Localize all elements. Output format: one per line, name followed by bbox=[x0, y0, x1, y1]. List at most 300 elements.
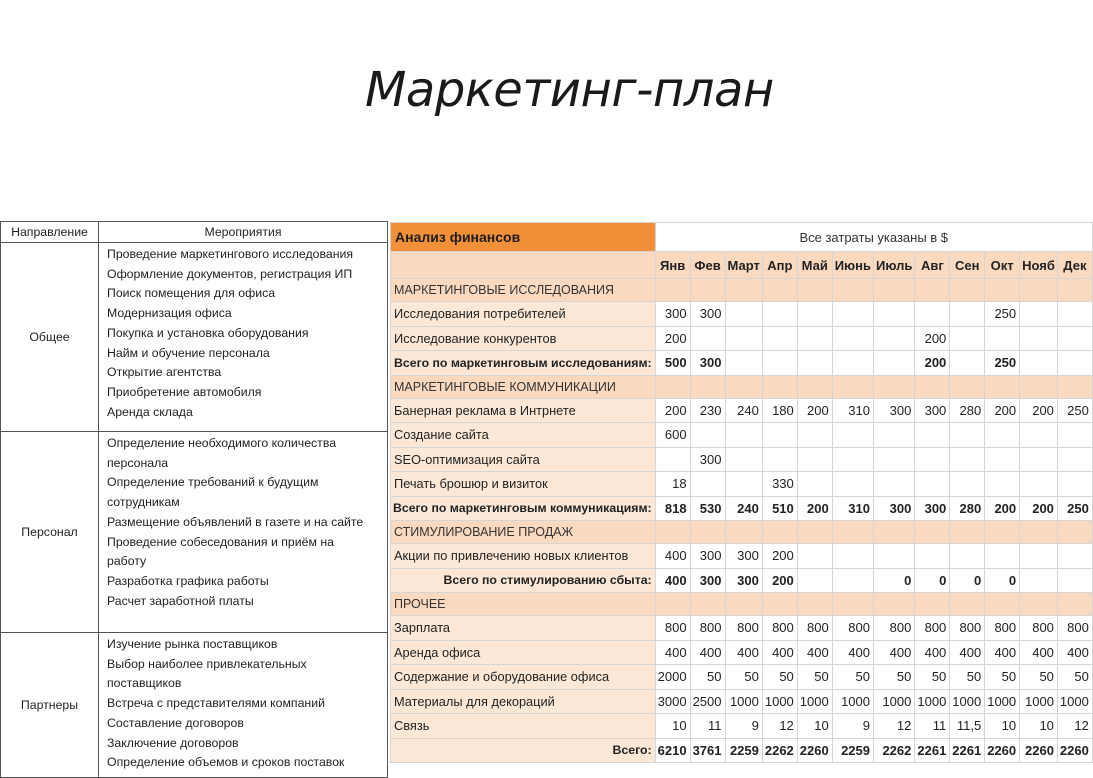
activity-item: Найм и обучение персонала bbox=[107, 345, 270, 360]
value-cell bbox=[832, 423, 873, 448]
value-cell: 10 bbox=[1020, 714, 1058, 739]
currency-note: Все затраты указаны в $ bbox=[655, 223, 1092, 252]
value-cell: 800 bbox=[985, 616, 1020, 641]
value-cell: 300 bbox=[915, 398, 950, 423]
value-cell: 500 bbox=[655, 351, 690, 376]
value-cell bbox=[797, 521, 832, 544]
value-cell bbox=[655, 447, 690, 472]
value-cell: 400 bbox=[832, 640, 873, 665]
value-cell bbox=[1020, 302, 1058, 327]
value-cell bbox=[762, 423, 797, 448]
value-cell bbox=[874, 593, 915, 616]
value-cell bbox=[1020, 521, 1058, 544]
activity-item: Проведение собеседования и приём на bbox=[107, 534, 334, 549]
month-header: Авг bbox=[915, 252, 950, 279]
value-cell: 9 bbox=[725, 714, 762, 739]
value-cell bbox=[874, 302, 915, 327]
total-row bbox=[391, 351, 1093, 376]
value-cell: 800 bbox=[797, 616, 832, 641]
total-label: Всего по стимулированию сбыта: bbox=[391, 568, 656, 593]
activity-item: Определение необходимого количества bbox=[107, 436, 337, 450]
activity-item: Разработка графика работы bbox=[107, 573, 269, 588]
value-cell bbox=[832, 326, 873, 351]
activity-item: Модернизация офиса bbox=[107, 306, 232, 321]
value-cell: 400 bbox=[655, 544, 690, 569]
item-label: Банерная реклама в Интрнете bbox=[391, 398, 656, 423]
value-cell: 0 bbox=[915, 568, 950, 593]
plan-group-personnel bbox=[1, 432, 388, 633]
marketing-plan-table bbox=[0, 221, 388, 778]
value-cell bbox=[725, 351, 762, 376]
value-cell bbox=[874, 326, 915, 351]
value-cell: 1000 bbox=[725, 689, 762, 714]
month-header: Март bbox=[725, 252, 762, 279]
value-cell bbox=[950, 375, 985, 398]
value-cell bbox=[1057, 279, 1092, 302]
value-cell: 250 bbox=[985, 302, 1020, 327]
value-cell: 1000 bbox=[874, 689, 915, 714]
value-cell bbox=[797, 472, 832, 497]
value-cell: 800 bbox=[690, 616, 725, 641]
value-cell: 200 bbox=[915, 351, 950, 376]
value-cell: 800 bbox=[725, 616, 762, 641]
value-cell: 50 bbox=[1020, 665, 1058, 690]
activity-item: сотрудникам bbox=[107, 495, 180, 510]
value-cell: 2262 bbox=[762, 738, 797, 763]
value-cell bbox=[950, 593, 985, 616]
value-cell bbox=[1020, 423, 1058, 448]
value-cell: 12 bbox=[1057, 714, 1092, 739]
value-cell: 280 bbox=[950, 398, 985, 423]
item-label: Акции по привлечению новых клиентов bbox=[391, 544, 656, 569]
item-label: Исследование конкурентов bbox=[391, 326, 656, 351]
value-cell bbox=[797, 302, 832, 327]
value-cell bbox=[725, 521, 762, 544]
value-cell: 800 bbox=[1057, 616, 1092, 641]
section-row bbox=[391, 375, 1093, 398]
value-cell: 400 bbox=[874, 640, 915, 665]
value-cell: 250 bbox=[985, 351, 1020, 376]
value-cell: 50 bbox=[985, 665, 1020, 690]
value-cell: 50 bbox=[797, 665, 832, 690]
value-cell: 11 bbox=[915, 714, 950, 739]
value-cell: 200 bbox=[985, 496, 1020, 521]
value-cell: 1000 bbox=[762, 689, 797, 714]
section-label: МАРКЕТИНГОВЫЕ ИССЛЕДОВАНИЯ bbox=[391, 279, 656, 302]
value-cell: 250 bbox=[1057, 398, 1092, 423]
value-cell bbox=[985, 423, 1020, 448]
value-cell bbox=[797, 351, 832, 376]
value-cell: 400 bbox=[1020, 640, 1058, 665]
section-row bbox=[391, 593, 1093, 616]
finance-title: Анализ финансов bbox=[391, 223, 656, 252]
value-cell: 3000 bbox=[655, 689, 690, 714]
value-cell: 50 bbox=[950, 665, 985, 690]
section-label: ПРОЧЕЕ bbox=[391, 593, 656, 616]
item-label: Содержание и оборудование офиса bbox=[391, 665, 656, 690]
direction-header: Направление bbox=[1, 222, 99, 243]
value-cell: 800 bbox=[915, 616, 950, 641]
month-header: Май bbox=[797, 252, 832, 279]
value-cell bbox=[762, 326, 797, 351]
value-cell bbox=[690, 423, 725, 448]
value-cell: 2000 bbox=[655, 665, 690, 690]
total-label: Всего по маркетинговым коммуникациям: bbox=[391, 496, 656, 521]
value-cell: 0 bbox=[950, 568, 985, 593]
value-cell: 11 bbox=[690, 714, 725, 739]
value-cell bbox=[832, 544, 873, 569]
value-cell bbox=[874, 521, 915, 544]
expense-row bbox=[391, 714, 1093, 739]
direction-cell: Общее bbox=[1, 243, 99, 432]
value-cell bbox=[874, 423, 915, 448]
value-cell: 818 bbox=[655, 496, 690, 521]
months-corner bbox=[391, 252, 656, 279]
value-cell bbox=[874, 472, 915, 497]
value-cell bbox=[690, 279, 725, 302]
value-cell: 230 bbox=[690, 398, 725, 423]
value-cell: 400 bbox=[915, 640, 950, 665]
value-cell bbox=[1057, 423, 1092, 448]
activity-item: Составление договоров bbox=[107, 715, 244, 730]
value-cell: 2260 bbox=[1020, 738, 1058, 763]
activity-item: Заключение договоров bbox=[107, 735, 239, 750]
value-cell: 1000 bbox=[797, 689, 832, 714]
value-cell bbox=[797, 544, 832, 569]
section-row bbox=[391, 279, 1093, 302]
value-cell bbox=[762, 302, 797, 327]
value-cell bbox=[797, 568, 832, 593]
value-cell: 800 bbox=[832, 616, 873, 641]
value-cell: 0 bbox=[985, 568, 1020, 593]
item-label: Исследования потребителей bbox=[391, 302, 656, 327]
value-cell bbox=[915, 302, 950, 327]
value-cell bbox=[725, 279, 762, 302]
total-label: Всего: bbox=[391, 738, 656, 763]
value-cell bbox=[950, 472, 985, 497]
item-label: Материалы для декораций bbox=[391, 689, 656, 714]
value-cell: 10 bbox=[655, 714, 690, 739]
value-cell: 50 bbox=[762, 665, 797, 690]
value-cell bbox=[655, 375, 690, 398]
total-label: Всего по маркетинговым исследованиям: bbox=[391, 351, 656, 376]
value-cell: 0 bbox=[874, 568, 915, 593]
value-cell: 200 bbox=[655, 398, 690, 423]
value-cell bbox=[797, 375, 832, 398]
value-cell bbox=[725, 375, 762, 398]
value-cell: 240 bbox=[725, 398, 762, 423]
activities-header: Мероприятия bbox=[99, 222, 388, 243]
item-label: SEO-оптимизация сайта bbox=[391, 447, 656, 472]
value-cell: 310 bbox=[832, 398, 873, 423]
value-cell bbox=[1020, 326, 1058, 351]
value-cell bbox=[874, 447, 915, 472]
plan-group-partners bbox=[1, 633, 388, 778]
value-cell: 50 bbox=[874, 665, 915, 690]
value-cell bbox=[985, 593, 1020, 616]
value-cell: 300 bbox=[690, 447, 725, 472]
value-cell bbox=[915, 472, 950, 497]
activity-item: Аренда склада bbox=[107, 404, 193, 419]
item-label: Создание сайта bbox=[391, 423, 656, 448]
value-cell: 800 bbox=[950, 616, 985, 641]
activity-item: Изучение рынка поставщиков bbox=[107, 637, 278, 651]
value-cell bbox=[690, 375, 725, 398]
expense-row bbox=[391, 616, 1093, 641]
value-cell bbox=[690, 326, 725, 351]
expense-row bbox=[391, 326, 1093, 351]
activity-item: Покупка и установка оборудования bbox=[107, 325, 309, 340]
value-cell bbox=[950, 521, 985, 544]
value-cell: 3761 bbox=[690, 738, 725, 763]
value-cell bbox=[762, 447, 797, 472]
value-cell bbox=[915, 423, 950, 448]
value-cell: 1000 bbox=[832, 689, 873, 714]
activities-cell bbox=[99, 243, 388, 432]
value-cell: 250 bbox=[1057, 496, 1092, 521]
activity-item: Выбор наиболее привлекательных bbox=[107, 656, 307, 671]
value-cell bbox=[1020, 593, 1058, 616]
value-cell bbox=[1057, 351, 1092, 376]
value-cell bbox=[874, 544, 915, 569]
month-header: Фев bbox=[690, 252, 725, 279]
finance-table bbox=[390, 222, 1093, 763]
value-cell bbox=[1057, 544, 1092, 569]
value-cell: 600 bbox=[655, 423, 690, 448]
value-cell: 11,5 bbox=[950, 714, 985, 739]
plan-header-row bbox=[1, 222, 388, 243]
month-header: Нояб bbox=[1020, 252, 1058, 279]
value-cell: 2261 bbox=[950, 738, 985, 763]
value-cell bbox=[690, 593, 725, 616]
value-cell bbox=[915, 279, 950, 302]
value-cell: 200 bbox=[1020, 398, 1058, 423]
value-cell: 2260 bbox=[1057, 738, 1092, 763]
activity-item: Размещение объявлений в газете и на сайте bbox=[107, 514, 364, 529]
value-cell: 400 bbox=[655, 568, 690, 593]
month-header: Дек bbox=[1057, 252, 1092, 279]
value-cell bbox=[832, 375, 873, 398]
activity-item: Оформление документов, регистрация ИП bbox=[107, 266, 353, 281]
value-cell bbox=[797, 447, 832, 472]
value-cell: 200 bbox=[1020, 496, 1058, 521]
value-cell: 2260 bbox=[797, 738, 832, 763]
item-label: Печать брошюр и визиток bbox=[391, 472, 656, 497]
activity-item: Открытие агентства bbox=[107, 365, 222, 380]
expense-row bbox=[391, 447, 1093, 472]
value-cell: 300 bbox=[725, 544, 762, 569]
value-cell bbox=[1057, 568, 1092, 593]
item-label: Зарплата bbox=[391, 616, 656, 641]
value-cell bbox=[985, 326, 1020, 351]
activity-item: Проведение маркетингового исследования bbox=[107, 247, 354, 261]
value-cell bbox=[1020, 544, 1058, 569]
value-cell bbox=[985, 544, 1020, 569]
value-cell bbox=[832, 351, 873, 376]
value-cell: 12 bbox=[874, 714, 915, 739]
value-cell: 800 bbox=[1020, 616, 1058, 641]
direction-cell: Персонал bbox=[1, 432, 99, 633]
value-cell: 300 bbox=[725, 568, 762, 593]
value-cell bbox=[832, 521, 873, 544]
value-cell: 2261 bbox=[915, 738, 950, 763]
value-cell bbox=[874, 375, 915, 398]
value-cell bbox=[690, 472, 725, 497]
value-cell: 300 bbox=[655, 302, 690, 327]
value-cell: 800 bbox=[874, 616, 915, 641]
page-title: Маркетинг-план bbox=[365, 62, 774, 118]
value-cell bbox=[915, 544, 950, 569]
value-cell bbox=[762, 593, 797, 616]
value-cell bbox=[1020, 375, 1058, 398]
value-cell bbox=[1020, 472, 1058, 497]
value-cell: 200 bbox=[797, 398, 832, 423]
value-cell: 300 bbox=[874, 496, 915, 521]
value-cell bbox=[950, 447, 985, 472]
value-cell: 400 bbox=[797, 640, 832, 665]
value-cell bbox=[950, 351, 985, 376]
month-header: Окт bbox=[985, 252, 1020, 279]
value-cell bbox=[832, 472, 873, 497]
value-cell: 12 bbox=[762, 714, 797, 739]
value-cell bbox=[690, 521, 725, 544]
value-cell bbox=[797, 423, 832, 448]
value-cell bbox=[725, 326, 762, 351]
activity-item: Приобретение автомобиля bbox=[107, 384, 262, 399]
value-cell bbox=[832, 568, 873, 593]
value-cell bbox=[1020, 351, 1058, 376]
value-cell bbox=[1020, 568, 1058, 593]
activity-item: Поиск помещения для офиса bbox=[107, 286, 276, 301]
value-cell bbox=[950, 544, 985, 569]
value-cell bbox=[915, 593, 950, 616]
expense-row bbox=[391, 398, 1093, 423]
expense-row bbox=[391, 423, 1093, 448]
value-cell: 1000 bbox=[985, 689, 1020, 714]
month-header: Сен bbox=[950, 252, 985, 279]
value-cell bbox=[985, 375, 1020, 398]
value-cell bbox=[1020, 279, 1058, 302]
activity-item: Встреча с представителями компаний bbox=[107, 696, 325, 711]
direction-cell: Партнеры bbox=[1, 633, 99, 778]
activity-item: персонала bbox=[107, 455, 169, 470]
value-cell: 400 bbox=[950, 640, 985, 665]
value-cell bbox=[1057, 447, 1092, 472]
value-cell: 400 bbox=[725, 640, 762, 665]
value-cell: 200 bbox=[797, 496, 832, 521]
value-cell bbox=[832, 593, 873, 616]
value-cell: 400 bbox=[1057, 640, 1092, 665]
value-cell bbox=[797, 326, 832, 351]
value-cell: 9 bbox=[832, 714, 873, 739]
value-cell bbox=[985, 521, 1020, 544]
value-cell: 400 bbox=[985, 640, 1020, 665]
value-cell: 330 bbox=[762, 472, 797, 497]
activities-cell bbox=[99, 432, 388, 633]
expense-row bbox=[391, 472, 1093, 497]
value-cell: 510 bbox=[762, 496, 797, 521]
value-cell: 400 bbox=[762, 640, 797, 665]
value-cell: 2259 bbox=[832, 738, 873, 763]
total-row bbox=[391, 738, 1093, 763]
value-cell: 300 bbox=[690, 568, 725, 593]
value-cell bbox=[985, 447, 1020, 472]
value-cell bbox=[1020, 447, 1058, 472]
plan-group-general bbox=[1, 243, 388, 432]
value-cell bbox=[1057, 302, 1092, 327]
item-label: Связь bbox=[391, 714, 656, 739]
activity-item: Определение требований к будущим bbox=[107, 475, 319, 490]
section-label: МАРКЕТИНГОВЫЕ КОММУНИКАЦИИ bbox=[391, 375, 656, 398]
value-cell: 300 bbox=[690, 351, 725, 376]
value-cell bbox=[985, 279, 1020, 302]
value-cell: 2260 bbox=[985, 738, 1020, 763]
section-label: СТИМУЛИРОВАНИЕ ПРОДАЖ bbox=[391, 521, 656, 544]
value-cell bbox=[915, 375, 950, 398]
value-cell bbox=[1057, 326, 1092, 351]
expense-row bbox=[391, 544, 1093, 569]
activity-item: Расчет заработной платы bbox=[107, 593, 254, 608]
value-cell: 10 bbox=[797, 714, 832, 739]
value-cell: 280 bbox=[950, 496, 985, 521]
value-cell: 200 bbox=[655, 326, 690, 351]
expense-row bbox=[391, 640, 1093, 665]
value-cell bbox=[655, 593, 690, 616]
value-cell: 200 bbox=[915, 326, 950, 351]
value-cell bbox=[725, 593, 762, 616]
value-cell bbox=[1057, 521, 1092, 544]
total-row bbox=[391, 568, 1093, 593]
month-header: Янв bbox=[655, 252, 690, 279]
value-cell bbox=[655, 279, 690, 302]
value-cell: 2259 bbox=[725, 738, 762, 763]
value-cell: 2500 bbox=[690, 689, 725, 714]
value-cell: 50 bbox=[915, 665, 950, 690]
value-cell: 50 bbox=[832, 665, 873, 690]
value-cell: 240 bbox=[725, 496, 762, 521]
value-cell: 50 bbox=[1057, 665, 1092, 690]
value-cell bbox=[985, 472, 1020, 497]
activity-item: работу bbox=[107, 554, 147, 569]
value-cell: 10 bbox=[985, 714, 1020, 739]
value-cell bbox=[915, 521, 950, 544]
value-cell: 200 bbox=[762, 544, 797, 569]
total-row bbox=[391, 496, 1093, 521]
value-cell bbox=[950, 423, 985, 448]
value-cell: 1000 bbox=[950, 689, 985, 714]
value-cell bbox=[832, 302, 873, 327]
value-cell bbox=[725, 447, 762, 472]
value-cell: 200 bbox=[762, 568, 797, 593]
value-cell bbox=[762, 521, 797, 544]
expense-row bbox=[391, 689, 1093, 714]
month-header: Апр bbox=[762, 252, 797, 279]
value-cell bbox=[762, 279, 797, 302]
value-cell bbox=[1057, 593, 1092, 616]
expense-row bbox=[391, 302, 1093, 327]
month-header: Июль bbox=[874, 252, 915, 279]
activity-item: поставщиков bbox=[107, 676, 182, 691]
value-cell bbox=[832, 279, 873, 302]
value-cell bbox=[797, 593, 832, 616]
value-cell: 310 bbox=[832, 496, 873, 521]
value-cell: 180 bbox=[762, 398, 797, 423]
value-cell bbox=[950, 326, 985, 351]
value-cell: 400 bbox=[655, 640, 690, 665]
value-cell bbox=[725, 472, 762, 497]
value-cell: 2262 bbox=[874, 738, 915, 763]
value-cell bbox=[1057, 472, 1092, 497]
